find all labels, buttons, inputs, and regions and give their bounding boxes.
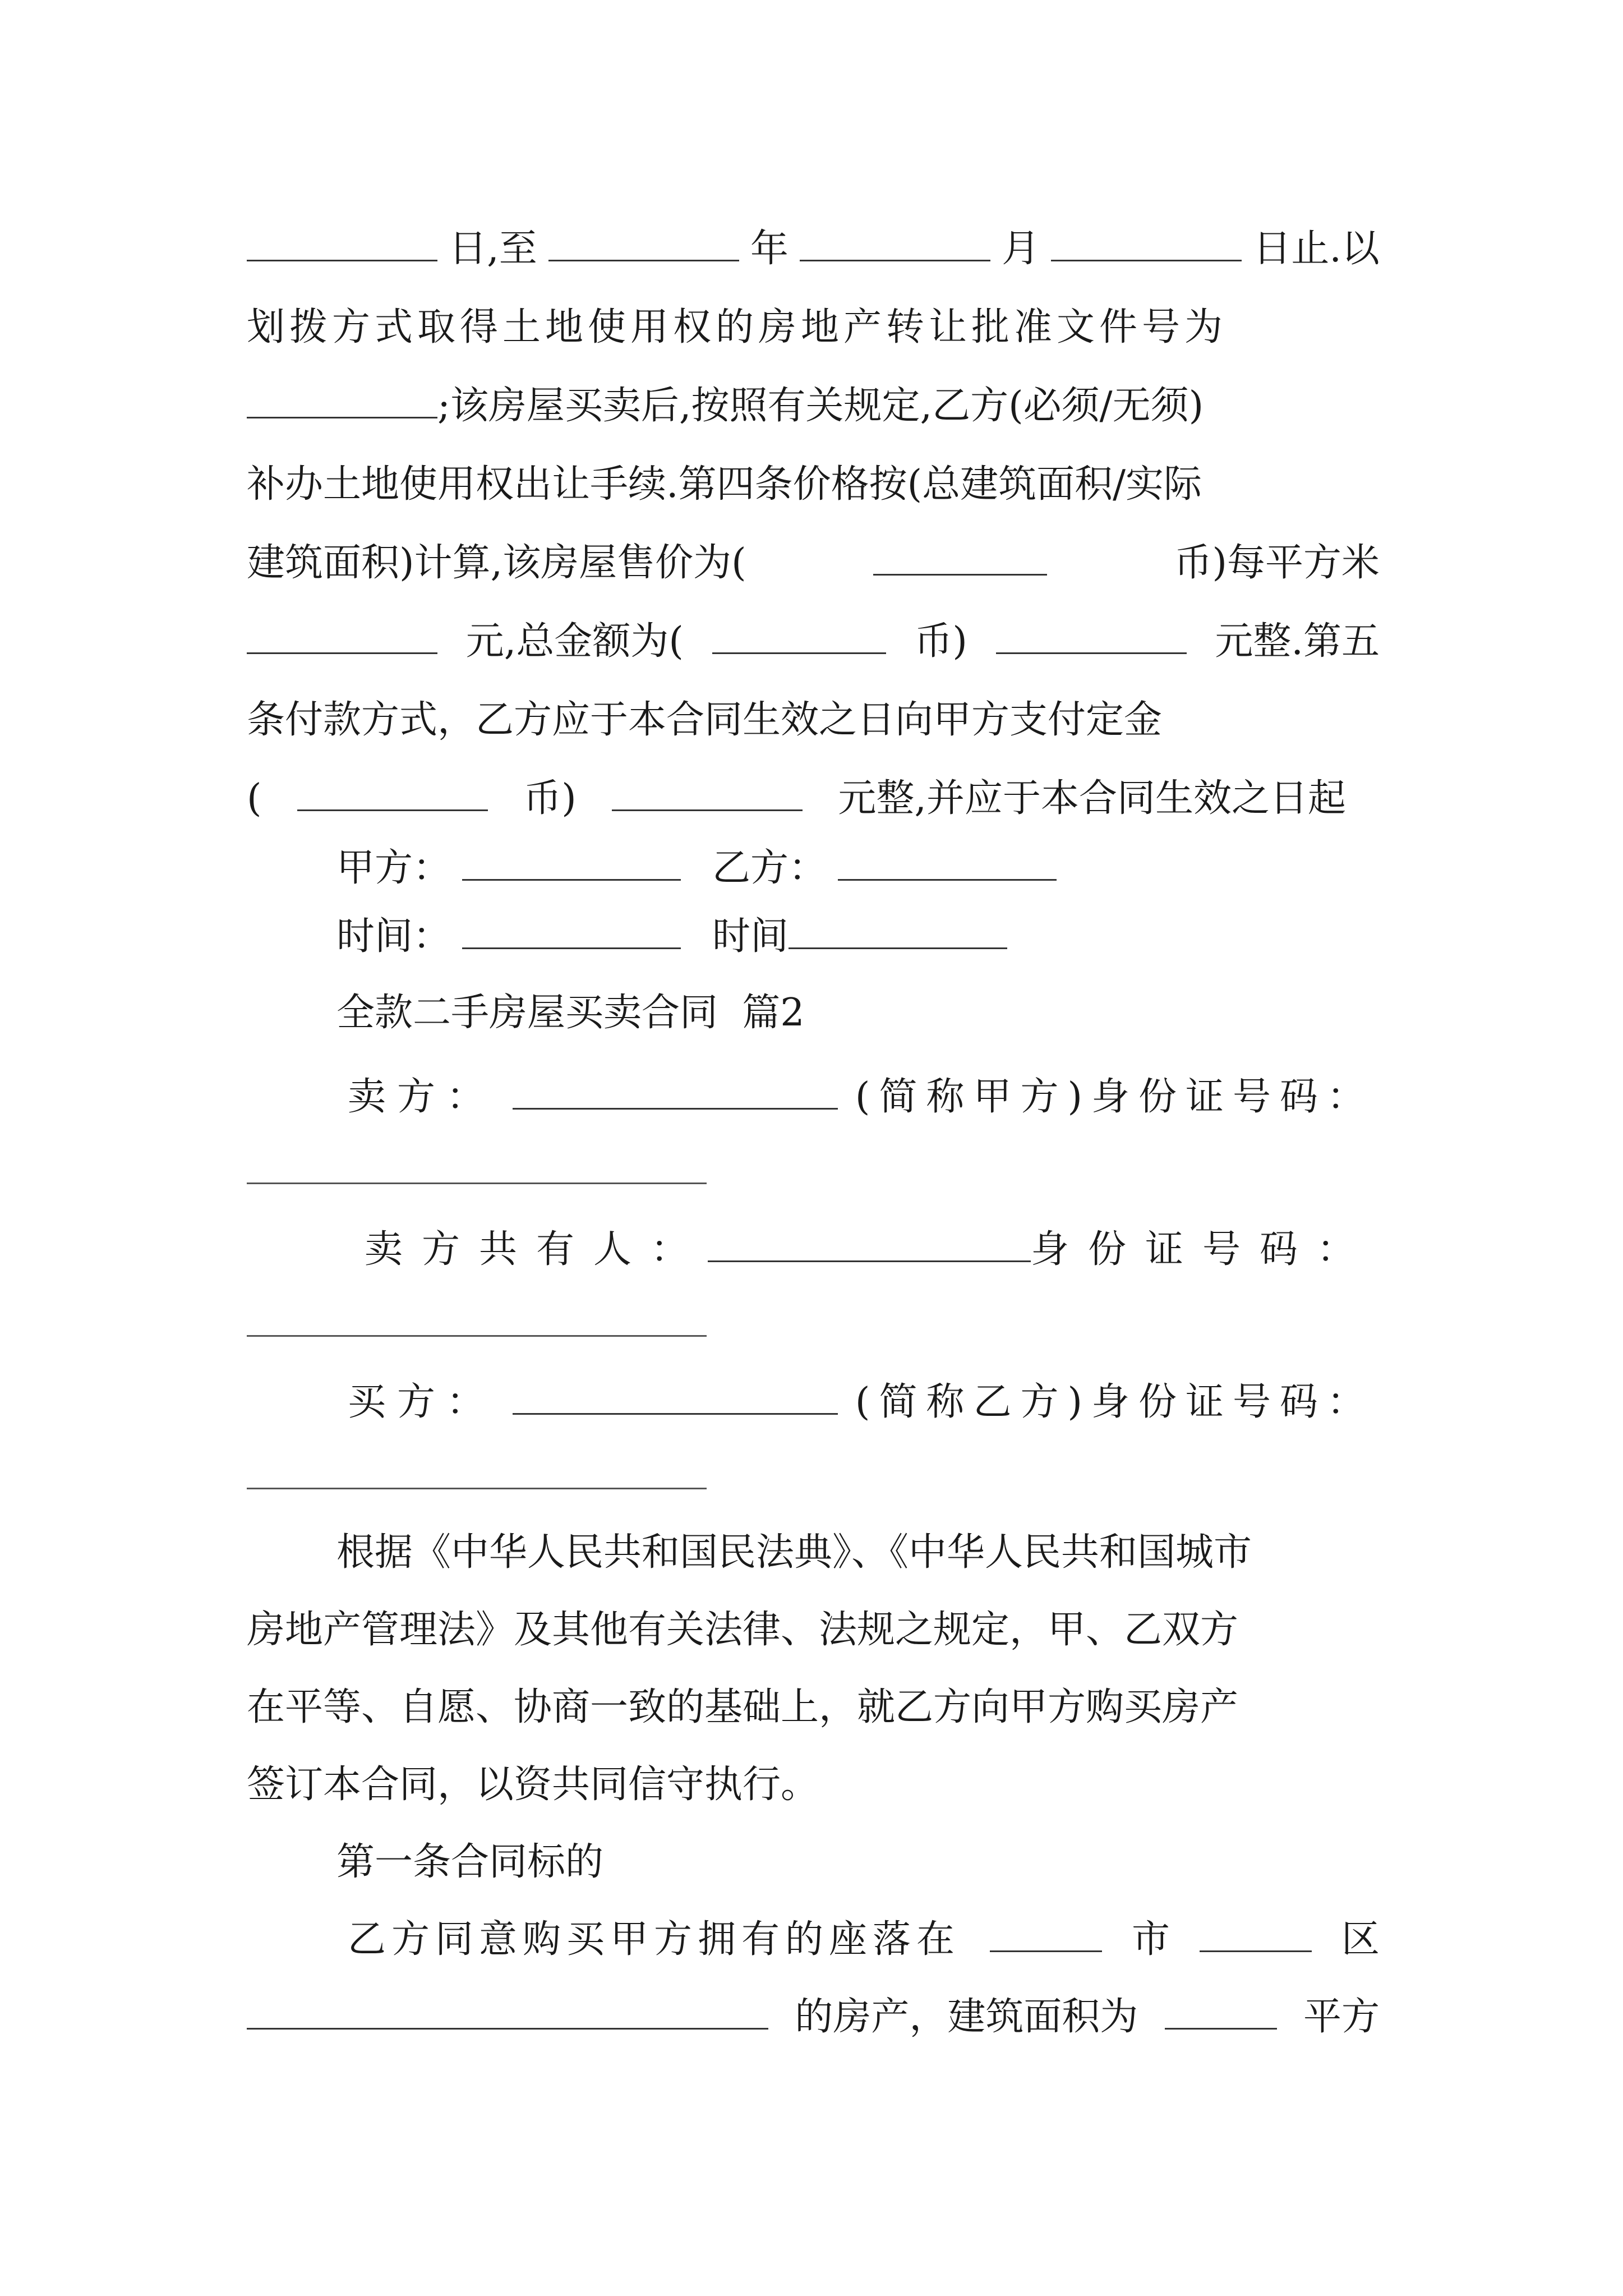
blank-field	[612, 776, 803, 811]
text: 日,至	[449, 227, 537, 271]
text-line	[247, 301, 1227, 355]
text: 补办土地使用权出让手续.第四条价格按(总建筑面积/实际	[247, 462, 1202, 507]
text: 签订本合同，以资共同信守执行。	[247, 1763, 819, 1807]
blank-field	[548, 226, 739, 261]
blank-field	[513, 1379, 838, 1415]
text: 币)	[914, 619, 967, 664]
text: 元整,并应于本合同生效之日起	[838, 776, 1346, 821]
blank-field	[1200, 1917, 1312, 1952]
blank-field	[513, 1074, 838, 1110]
coowner-label: 卖方共有人：	[365, 1227, 708, 1272]
text: 元整.第五	[1215, 619, 1380, 664]
text: 币)	[523, 776, 577, 821]
text-line	[247, 458, 1202, 512]
article-heading-text: 第一条合同标的	[336, 1840, 604, 1884]
text: 划拨方式取得土地使用权的房地产转让批准文件号为	[247, 305, 1228, 349]
blank-field	[247, 619, 437, 654]
paragraph-line	[336, 1526, 1252, 1580]
blank-field	[247, 226, 437, 261]
text: 日止.以	[1253, 227, 1380, 271]
blank-field	[996, 619, 1187, 654]
time-b-label: 时间	[712, 914, 789, 959]
blank-field	[462, 914, 681, 949]
blank-field	[462, 845, 681, 881]
party-b-label: 乙方：	[712, 846, 827, 890]
text-line	[247, 615, 1380, 669]
text: 根据《中华人民共和国民法典》、《中华人民共和国城市	[336, 1530, 1252, 1575]
seller-line	[348, 1070, 1374, 1124]
text: 平方	[1303, 1995, 1380, 2039]
party-a-label: 甲方：	[336, 846, 451, 890]
text: (	[247, 776, 262, 821]
id-number-line	[247, 1488, 707, 1489]
text: 在平等、自愿、协商一致的基础上，就乙方向甲方购买房产	[247, 1685, 1239, 1729]
blank-field	[297, 776, 488, 811]
article-heading	[336, 1835, 603, 1889]
text: 条付款方式，乙方应于本合同生效之日向甲方支付定金	[247, 698, 1163, 742]
blank-field	[990, 1917, 1102, 1952]
subject-line	[247, 1990, 1380, 2044]
buyer-label: 买方：	[348, 1380, 496, 1424]
paragraph-line	[247, 1603, 1238, 1657]
text: 年	[750, 227, 789, 271]
party-a-line	[336, 841, 681, 895]
seller-id-label: (简称甲方)身份证号码：	[855, 1075, 1374, 1119]
text-line	[247, 222, 1380, 276]
paragraph-line	[247, 1681, 1238, 1734]
text: 区	[1341, 1917, 1380, 1962]
time-b-line	[712, 910, 1007, 964]
section-title	[336, 986, 805, 1040]
section-title-text: 全款二手房屋买卖合同 篇2	[336, 991, 805, 1035]
time-a-label: 时间：	[336, 914, 451, 959]
text: 房地产管理法》及其他有关法律、法规之规定，甲、乙双方	[247, 1608, 1239, 1652]
blank-field	[247, 1994, 768, 2030]
text: 市	[1131, 1917, 1170, 1962]
text: ;该房屋买卖后,按照有关规定,乙方(必须/无须)	[437, 384, 1204, 428]
blank-field	[1051, 226, 1242, 261]
blank-field	[708, 1227, 1031, 1262]
blank-field	[1165, 1994, 1277, 2030]
text: 的房产，建筑面积为	[795, 1995, 1138, 2039]
party-b-line	[712, 841, 1057, 895]
blank-field	[789, 914, 1007, 949]
text: 月	[1002, 227, 1040, 271]
blank-field	[800, 226, 990, 261]
text: 币)每平方米	[1174, 541, 1380, 585]
coowner-id-label: 身份证号码：	[1030, 1227, 1374, 1272]
id-number-line	[247, 1182, 707, 1184]
subject-line	[348, 1913, 1380, 1967]
time-a-line	[336, 910, 681, 964]
blank-field	[247, 383, 437, 418]
blank-field	[873, 540, 1047, 576]
text: 建筑面积)计算,该房屋售价为(	[247, 541, 746, 585]
id-number-line	[247, 1335, 707, 1337]
text-line	[247, 772, 1346, 826]
blank-field	[712, 619, 886, 654]
buyer-id-label: (简称乙方)身份证号码：	[855, 1380, 1374, 1424]
text: 乙方同意购买甲方拥有的座落在	[348, 1917, 961, 1962]
text-line	[247, 379, 1204, 433]
text-line	[247, 536, 1380, 590]
text: 元,总金额为(	[465, 619, 684, 664]
paragraph-line	[247, 1758, 819, 1812]
text-line	[247, 693, 1162, 747]
buyer-line	[348, 1375, 1374, 1429]
coowner-line	[365, 1223, 1374, 1277]
seller-label: 卖方：	[348, 1075, 496, 1119]
blank-field	[838, 845, 1057, 881]
